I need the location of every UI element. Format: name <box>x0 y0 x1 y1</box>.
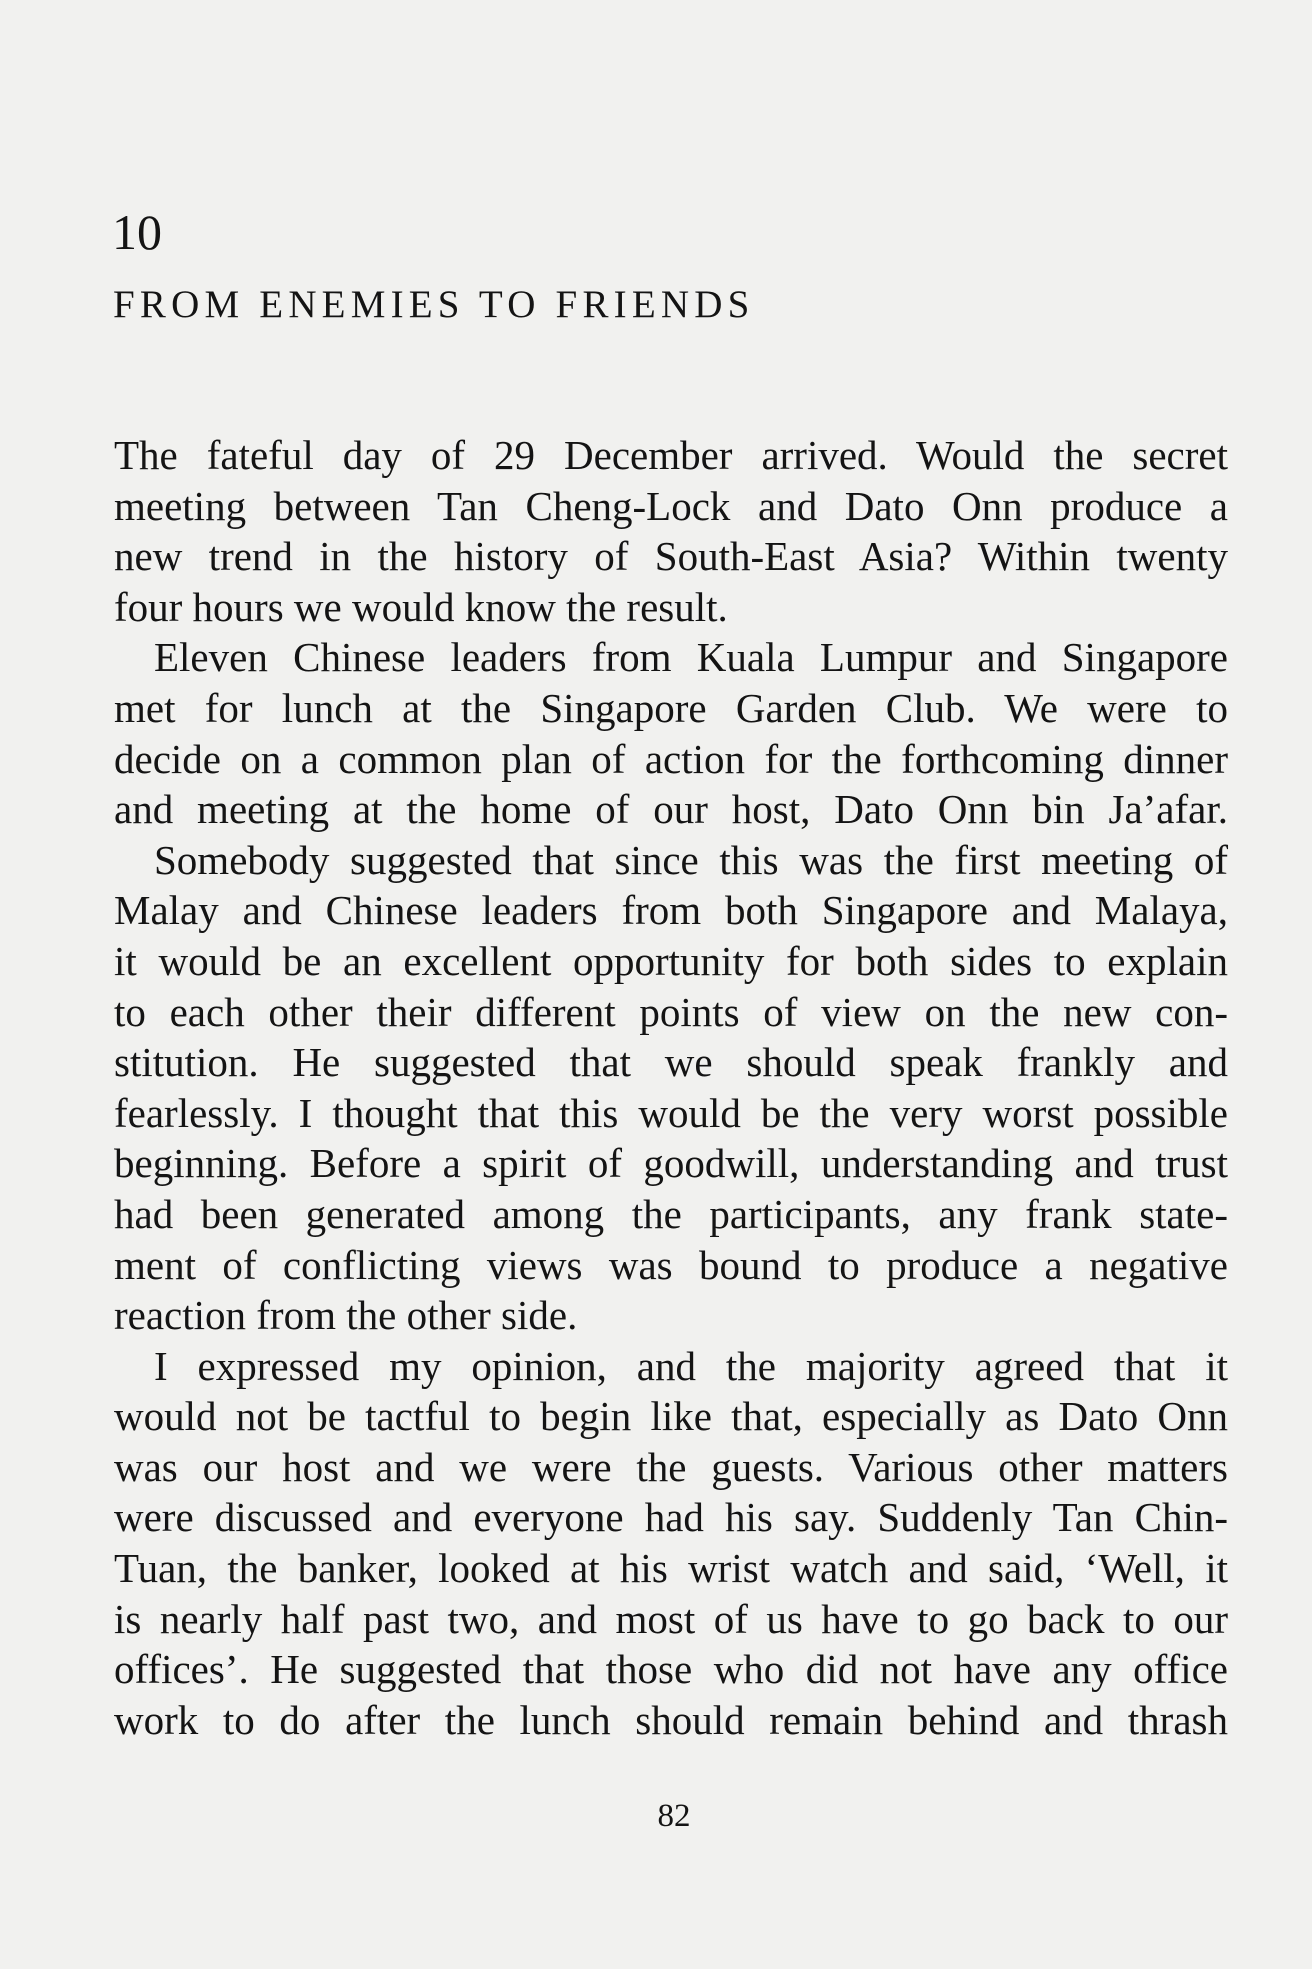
text-line: Malay and Chinese leaders from both Singapore and Malaya, <box>114 887 1228 934</box>
text-line: stitution. He suggested that we should speak frankly and <box>114 1039 1228 1086</box>
text-line: met for lunch at the Singapore Garden Club. We were to <box>114 684 1228 731</box>
text-line: four hours we would know the result. <box>114 583 728 630</box>
text-line: were discussed and everyone had his say. Suddenly Tan Chin- <box>114 1494 1228 1541</box>
chapter-title: FROM ENEMIES TO FRIENDS <box>113 283 755 326</box>
text-line: to each other their different points of view on the new con- <box>114 988 1228 1035</box>
text-line: Eleven Chinese leaders from Kuala Lumpur and Singapore <box>154 634 1228 681</box>
text-line: was our host and we were the guests. Various other matters <box>114 1443 1228 1490</box>
body-text <box>114 430 1228 1745</box>
text-line: beginning. Before a spirit of goodwill, understanding and trust <box>114 1140 1228 1187</box>
page-number: 82 <box>657 1798 691 1834</box>
text-line: Somebody suggested that since this was the first meeting of <box>154 836 1228 883</box>
text-line: decide on a common plan of action for the forthcoming dinner <box>114 735 1228 782</box>
text-line: Tuan, the banker, looked at his wrist watch and said, ‘Well, it <box>114 1545 1228 1592</box>
text-line: ment of conflicting views was bound to produce a negative <box>114 1241 1228 1288</box>
text-line: reaction from the other side. <box>114 1292 578 1339</box>
text-line: I expressed my opinion, and the majority agreed that it <box>154 1342 1228 1389</box>
chapter-number: 10 <box>112 204 162 260</box>
text-line: offices’. He suggested that those who did not have any office <box>114 1646 1228 1693</box>
text-line: work to do after the lunch should remain behind and thrash <box>114 1696 1228 1743</box>
text-line: is nearly half past two, and most of us have to go back to our <box>114 1595 1228 1642</box>
text-line: meeting between Tan Cheng-Lock and Dato Onn produce a <box>114 482 1228 529</box>
text-line: The fateful day of 29 December arrived. Would the secret <box>114 432 1228 478</box>
text-line: new trend in the history of South-East Asia? Within twenty <box>114 533 1228 580</box>
text-line: fearlessly. I thought that this would be the very worst possible <box>114 1089 1228 1136</box>
text-line: it would be an excellent opportunity for both sides to explain <box>114 937 1228 984</box>
text-line: had been generated among the participants, any frank state- <box>114 1190 1228 1237</box>
text-line: and meeting at the home of our host, Dato Onn bin Ja’afar. <box>114 786 1228 833</box>
text-line: would not be tactful to begin like that, especially as Dato Onn <box>114 1393 1228 1440</box>
